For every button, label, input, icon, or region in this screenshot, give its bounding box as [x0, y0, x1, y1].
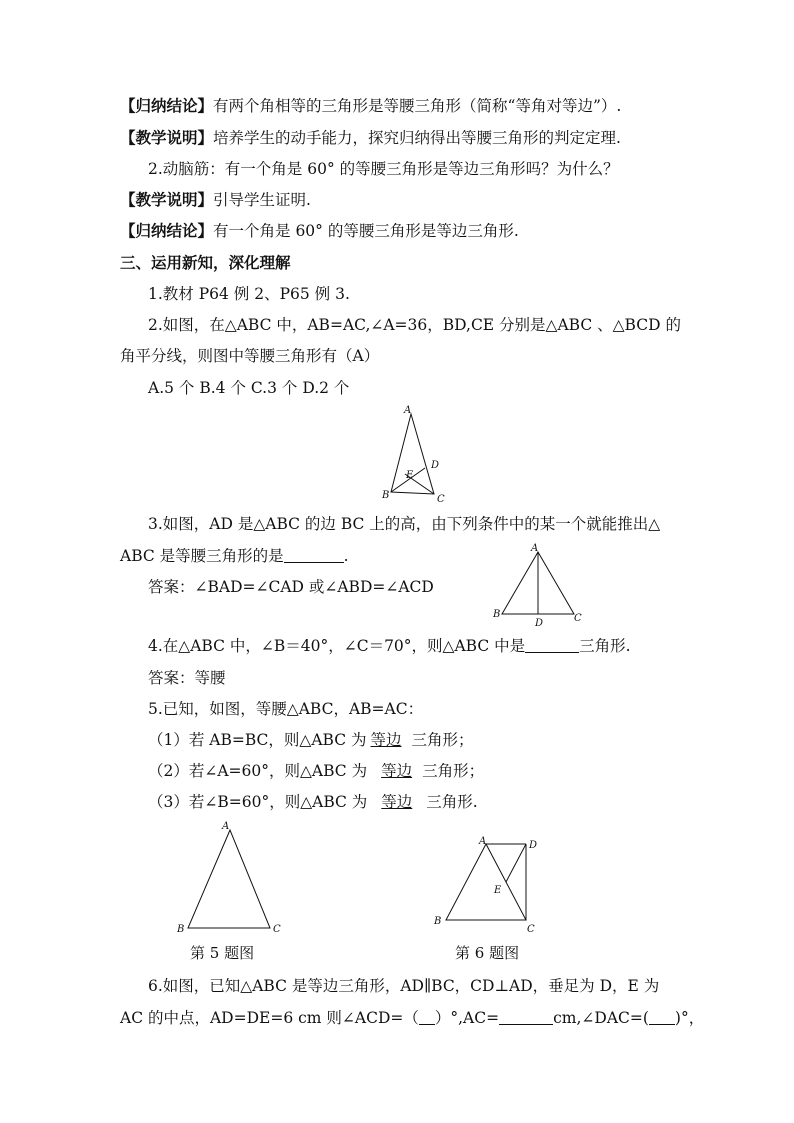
underlined-answer: 等边: [381, 793, 413, 811]
vertex-label-b: B: [493, 609, 501, 620]
paragraph-conclusion-2: [120, 221, 519, 241]
segment-de: [506, 844, 526, 882]
figure-caption-5: 第 5 题图: [190, 944, 255, 962]
answer-blank: [649, 1010, 675, 1025]
vertex-label-a: A: [531, 543, 539, 554]
underlined-answer: 等边: [381, 762, 413, 780]
question-3-line-2: [120, 546, 349, 566]
question-4: [148, 636, 631, 656]
paragraph-conclusion-1: [120, 96, 621, 116]
question-6-line-2: [120, 1008, 704, 1028]
vertex-label-c: C: [527, 924, 535, 935]
answer-blank: [419, 1010, 435, 1025]
paragraph-text: 有一个角是 60° 的等腰三角形是等边三角形.: [213, 222, 519, 240]
vertex-label-c: C: [273, 924, 281, 935]
question-6-text: )°，: [674, 1009, 705, 1027]
question-3-figure: [488, 540, 588, 630]
paragraph-teaching-note-2: [120, 190, 311, 210]
sub-question-tail: 三角形；: [411, 731, 474, 749]
question-6-text: AC 的中点，AD=DE=6 cm 则∠ACD=（: [120, 1009, 419, 1027]
triangle-abc: [446, 844, 526, 920]
tag-label: 【归纳结论】: [120, 221, 214, 240]
question-2-line-1: 2.如图，在△ABC 中，AB=AC,∠A=36，BD,CE 分别是△ABC 、△BCD 的: [148, 316, 681, 334]
vertex-label-a: A: [404, 405, 412, 416]
question-2-line-2: 角平分线，则图中等腰三角形有（A）: [120, 347, 380, 365]
question-3-end: .: [343, 547, 349, 565]
vertex-label-b: B: [434, 916, 442, 927]
question-5-figure: [172, 818, 282, 938]
question-2-options: A.5 个 B.4 个 C.3 个 D.2 个: [148, 379, 350, 397]
vertex-label-b: B: [177, 924, 185, 935]
paragraph-text: 引导学生证明.: [213, 191, 311, 209]
sub-question-text: （3）若∠B=60°，则△ABC 为: [148, 793, 368, 811]
sub-question-tail: 三角形；: [422, 762, 485, 780]
tag-label: 【教学说明】: [120, 190, 214, 209]
question-2-figure: [378, 402, 448, 506]
figure-caption-6: 第 6 题图: [455, 944, 520, 962]
answer-blank: [525, 638, 579, 653]
question-1: 1.教材 P64 例 2、P65 例 3.: [148, 285, 350, 303]
sub-question-tail: 三角形.: [426, 793, 478, 811]
vertex-label-d: D: [535, 618, 544, 629]
paragraph-text: 2.动脑筋：有一个角是 60° 的等腰三角形是等边三角形吗？为什么？: [148, 160, 619, 178]
paragraph-teaching-note-1: [120, 128, 621, 148]
question-3-answer: 答案：∠BAD=∠CAD 或∠ABD=∠ACD: [148, 578, 434, 596]
sub-question-text: （1）若 AB=BC，则△ABC 为: [148, 731, 367, 749]
vertex-label-e: E: [494, 885, 502, 896]
question-6-text: cm,∠DAC=(: [553, 1009, 649, 1027]
vertex-label-a: A: [222, 821, 230, 832]
section-heading: 三、运用新知，深化理解: [120, 253, 291, 272]
question-5-sub-1: [148, 730, 474, 750]
triangle-abc: [391, 414, 434, 494]
vertex-label-d: D: [431, 460, 440, 471]
question-3-line-1: 3.如图，AD 是△ABC 的边 BC 上的高，由下列条件中的某一个就能推出△: [148, 515, 661, 533]
answer-blank: [499, 1010, 553, 1025]
question-6-figure: [430, 832, 550, 942]
paragraph-text: 有两个角相等的三角形是等腰三角形（简称“等角对等边”）.: [213, 97, 622, 115]
vertex-label-b: B: [382, 490, 390, 501]
paragraph-text: 培养学生的动手能力，探究归纳得出等腰三角形的判定定理.: [213, 129, 621, 147]
question-4-answer: 答案：等腰: [148, 669, 226, 687]
vertex-label-d: D: [529, 840, 538, 851]
tag-label: 【教学说明】: [120, 128, 214, 147]
question-5-stem: 5.已知，如图，等腰△ABC，AB=AC：: [148, 700, 424, 718]
question-5-sub-2: [148, 761, 484, 781]
question-4-text: 4.在△ABC 中，∠B＝40°，∠C＝70°，则△ABC 中是: [148, 637, 526, 655]
sub-question-text: （2）若∠A=60°，则△ABC 为: [148, 762, 368, 780]
tag-label: 【归纳结论】: [120, 96, 214, 115]
answer-blank: [284, 548, 344, 563]
question-5-sub-3: [148, 792, 478, 812]
vertex-label-a: A: [479, 836, 487, 847]
question-3-text: ABC 是等腰三角形的是: [120, 547, 284, 565]
question-6-line-1: 6.如图，已知△ABC 是等边三角形，AD∥BC，CD⊥AD，垂足为 D，E 为: [148, 977, 660, 995]
question-6-text: ）°,AC=: [434, 1009, 500, 1027]
underlined-answer: 等边: [370, 731, 402, 749]
paragraph-brain-teaser: [148, 159, 619, 179]
triangle-abc: [188, 830, 270, 928]
vertex-label-c: C: [437, 494, 445, 505]
question-4-tail: 三角形.: [579, 637, 631, 655]
vertex-label-e: E: [406, 470, 414, 481]
vertex-label-c: C: [574, 613, 582, 624]
